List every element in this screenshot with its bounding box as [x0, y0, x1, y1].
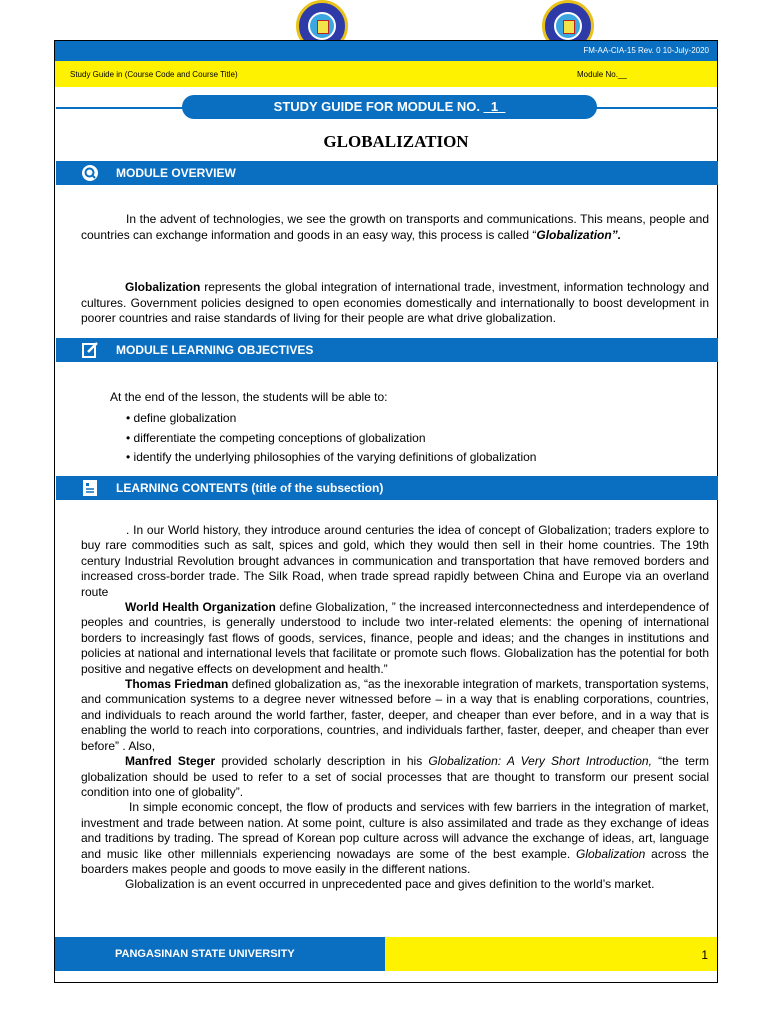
course-line: Study Guide in (Course Code and Course Title): [70, 70, 238, 79]
contents-paragraph-who: [81, 600, 709, 677]
section-learning-objectives: [56, 338, 718, 362]
contents-paragraph-final: [81, 877, 709, 892]
objective-item: • define globalization: [126, 411, 237, 425]
overview-paragraph-1: [81, 212, 709, 243]
header-blue-bar: [55, 41, 717, 61]
overview-p2-text: represents the global integration of international trade, investment, information technology and cultures. Government policies designed to open economies domestically and internationally to boost development in poorer countries and raise standards of living for their people are what drive globalization.: [81, 280, 709, 325]
contents-p1-text: . In our World history, they introduce around centuries the idea of concept of Globalization; traders explore to buy rare commodities such as salt, spices and gold, which they would then sell in their home countries. The 19th century Industrial Revolution brought advances in communication and transportation that have removed borders and increased cross-border trade. The Silk Road, when trade spread rapidly between China and Europe via an overland route: [81, 523, 709, 599]
contents-paragraph-steger: [81, 754, 709, 800]
economic-text-end: across the boarders makes people and goods to move easily in the different nations.: [81, 846, 709, 876]
contents-body: [81, 523, 709, 893]
footer-yellow-bar: [385, 937, 717, 971]
objective-item: • differentiate the competing conceptions of globalization: [126, 430, 426, 445]
magnifier-icon: [81, 164, 99, 182]
section-title-overview: MODULE OVERVIEW: [116, 166, 236, 180]
contents-paragraph-friedman: [81, 677, 709, 754]
economic-text: In simple economic concept, the flow of products and services with few barriers in the integration of market, investment and trade between nation. At some point, culture is also assimilated and trade as they exchange of ideas and traditions by trading. The spread of Korean pop culture across will advance the exchange of ideas, art, language and music like other millennials experiencing nowadays are some of the best example.: [81, 800, 709, 861]
footer-university: PANGASINAN STATE UNIVERSITY: [115, 948, 295, 960]
overview-p2-term: Globalization: [125, 280, 201, 294]
module-no-label: Module No.__: [577, 70, 627, 79]
contents-paragraph-1: [81, 523, 709, 600]
section-title-objectives: MODULE LEARNING OBJECTIVES: [116, 343, 314, 357]
document-title: GLOBALIZATION: [323, 132, 469, 151]
module-number: _1_: [483, 99, 506, 114]
objective-item: • identify the underlying philosophies of the varying definitions of globalization: [126, 450, 537, 464]
friedman-text: defined globalization as, “as the inexorable integration of markets, transportation systems, and communication systems to a degree never witnessed before – in a way that is enabling corporations, countries, and individuals to reach around the world farther, faster, deeper, and cheaper than ever before, and in a way that is enabling the world to reach into corporations, countries, and individuals farther, faster, deeper, and cheaper than ever before” . Also,: [81, 677, 709, 753]
banner-title: STUDY GUIDE FOR MODULE NO.: [273, 99, 484, 114]
who-name: World Health Organization: [125, 600, 276, 615]
footer-blue-bar: [55, 937, 385, 971]
economic-italic-term: Globalization: [575, 846, 646, 861]
friedman-name: Thomas Friedman: [125, 677, 229, 692]
contents-paragraph-economic: [81, 800, 709, 877]
steger-text-2: “the term globalization should be used to refer to a set of social processes that are thought to transform our present social condition into one of globality”.: [81, 754, 709, 799]
final-text: Globalization is an event occurred in unprecedented pace and gives definition to the world’s market.: [125, 877, 655, 892]
banner-pill: [182, 95, 597, 119]
overview-p1-text: In the advent of technologies, we see the growth on transports and communications. This means, people and countries can exchange information and goods in an easy way, this process is called “: [81, 212, 709, 242]
section-module-overview: [56, 161, 718, 185]
steger-text-1: provided scholarly description in his: [215, 754, 429, 769]
steger-name: Manfred Steger: [125, 754, 216, 769]
objectives-list: [126, 409, 536, 468]
who-text: define Globalization, ” the increased interconnectedness and interdependence of peoples and countries, is generally understood to include two inter-related elements: the opening of international borders to increasingly fast flows of goods, services, finance, people and ideas; and the changes in institutions and policies at national and international levels that facilitate or promote such flows. Globalization has the potential for both positive and negative effects on development and health.”: [81, 600, 710, 676]
header-yellow-bar: [55, 61, 717, 87]
objectives-intro: At the end of the lesson, the students will be able to:: [110, 390, 388, 404]
steger-book: Globalization: A Very Short Introduction,: [428, 754, 652, 769]
document-icon: [81, 479, 99, 497]
overview-paragraph-2: [81, 280, 709, 327]
page-number: 1: [701, 948, 708, 962]
edit-icon: [81, 341, 99, 359]
form-code: FM-AA-CIA-15 Rev. 0 10-July-2020: [583, 46, 709, 55]
overview-p1-term: Globalization”.: [536, 227, 622, 242]
section-learning-contents: [56, 476, 718, 500]
section-title-contents: LEARNING CONTENTS (title of the subsection): [116, 481, 384, 495]
